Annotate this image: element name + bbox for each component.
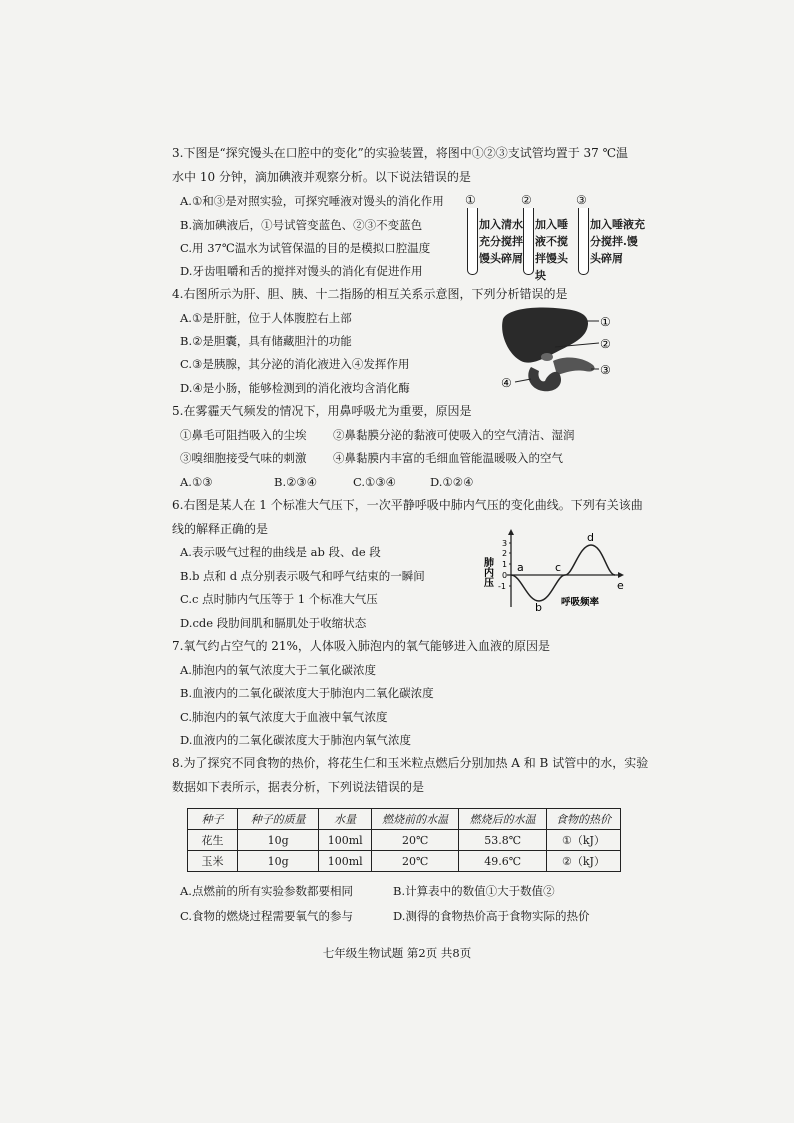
q4-option-a: A.①是肝脏，位于人体腹腔右上部 bbox=[180, 311, 352, 325]
x-axis-label: 呼吸频率 bbox=[561, 597, 600, 608]
point-b: b bbox=[535, 601, 542, 614]
q5-option-c: C.①③④ bbox=[353, 475, 396, 489]
tick-3: 3 bbox=[502, 539, 508, 548]
tick-0: 0 bbox=[502, 571, 508, 580]
q5-statement-2: ②鼻黏膜分泌的黏液可使吸入的空气清洁、湿润 bbox=[333, 428, 575, 442]
q5-statement-3: ③嗅细胞接受气味的刺激 bbox=[180, 451, 307, 465]
q7-option-c: C.肺泡内的氧气浓度大于血液中氧气浓度 bbox=[180, 710, 388, 724]
tube-1-label: 加入清水充分搅拌馒头碎屑 bbox=[479, 218, 523, 265]
q7-stem: 7.氧气约占空气的 21%，人体吸入肺泡内的氧气能够进入血液的原因是 bbox=[172, 639, 550, 653]
label-1: ① bbox=[600, 315, 611, 329]
table-row bbox=[188, 830, 621, 851]
q3-option-d: D.牙齿咀嚼和舌的搅拌对馒头的消化有促进作用 bbox=[180, 264, 423, 278]
q8-option-c: C.食物的燃烧过程需要氧气的参与 bbox=[180, 909, 354, 923]
label-2: ② bbox=[600, 337, 611, 351]
table-cell: 53.8℃ bbox=[459, 830, 547, 851]
q8-option-a: A.点燃前的所有实验参数都要相同 bbox=[180, 884, 353, 898]
pressure-curve bbox=[511, 545, 615, 601]
q5-option-d: D.①②④ bbox=[430, 475, 474, 489]
q4-option-d: D.④是小肠，能够检测到的消化液均含消化酶 bbox=[180, 381, 410, 395]
q6-option-b: B.b 点和 d 点分别表示吸气和呼气结束的一瞬间 bbox=[180, 569, 425, 583]
label-4: ④ bbox=[501, 376, 512, 390]
point-a: a bbox=[517, 561, 524, 574]
q8-option-b: B.计算表中的数值①大于数值② bbox=[393, 884, 555, 898]
tube-2-number: ② bbox=[521, 193, 532, 207]
table-cell: ①（kJ） bbox=[547, 830, 621, 851]
table-header-row bbox=[188, 809, 621, 830]
tick-neg1: -1 bbox=[498, 582, 506, 591]
liver-pancreas-diagram bbox=[495, 303, 615, 398]
q6-stem-line2: 线的解释正确的是 bbox=[172, 522, 269, 536]
tube-3-number: ③ bbox=[576, 193, 587, 207]
table-header: 种子 bbox=[188, 809, 238, 830]
q7-option-d: D.血液内的二氧化碳浓度大于肺泡内氧气浓度 bbox=[180, 733, 411, 747]
q5-option-a: A.①③ bbox=[180, 475, 213, 489]
point-c: c bbox=[555, 561, 562, 574]
q3-stem-line1: 3.下图是“探究馒头在口腔中的变化”的实验装置，将图中①②③支试管均置于 37 ℃温 bbox=[172, 146, 629, 160]
table-header: 燃烧后的水温 bbox=[459, 809, 547, 830]
q3-option-b: B.滴加碘液后，①号试管变蓝色、②③不变蓝色 bbox=[180, 218, 423, 232]
q3-stem-line2: 水中 10 分钟，滴加碘液并观察分析。以下说法错误的是 bbox=[172, 170, 471, 184]
q7-option-a: A.肺泡内的氧气浓度大于二氧化碳浓度 bbox=[180, 663, 376, 677]
test-tube-1-icon bbox=[467, 208, 478, 275]
gallbladder-shape bbox=[541, 353, 553, 361]
tube-2-label: 加入唾液不搅拌馒头块 bbox=[535, 218, 568, 282]
tick-1: 1 bbox=[502, 560, 508, 569]
table-header: 燃烧前的水温 bbox=[371, 809, 458, 830]
y-axis-label: 肺内压 bbox=[481, 557, 493, 587]
q6-option-c: C.c 点时肺内气压等于 1 个标准大气压 bbox=[180, 592, 378, 606]
test-tube-3-icon bbox=[578, 208, 589, 275]
q5-statement-1: ①鼻毛可阻挡吸入的尘埃 bbox=[180, 428, 307, 442]
q7-option-b: B.血液内的二氧化碳浓度大于肺泡内二氧化碳浓度 bbox=[180, 686, 434, 700]
q4-option-c: C.③是胰腺，其分泌的消化液进入④发挥作用 bbox=[180, 357, 410, 371]
table-header: 水量 bbox=[319, 809, 372, 830]
table-header: 食物的热价 bbox=[547, 809, 621, 830]
lung-pressure-graph bbox=[481, 527, 627, 614]
table-header: 种子的质量 bbox=[237, 809, 318, 830]
pancreas-shape bbox=[553, 358, 595, 375]
q5-option-b: B.②③④ bbox=[274, 475, 318, 489]
table-cell: 10g bbox=[237, 851, 318, 872]
q8-stem-line2: 数据如下表所示，据表分析，下列说法错误的是 bbox=[172, 780, 425, 794]
q4-option-b: B.②是胆囊，具有储藏胆汁的功能 bbox=[180, 334, 352, 348]
table-row bbox=[188, 851, 621, 872]
q8-stem-line1: 8.为了探究不同食物的热价，将花生仁和玉米粒点燃后分别加热 A 和 B 试管中的水，实验 bbox=[172, 756, 649, 770]
table-cell: 玉米 bbox=[188, 851, 238, 872]
q4-stem: 4.右图所示为肝、胆、胰、十二指肠的相互关系示意图，下列分析错误的是 bbox=[172, 287, 568, 301]
table-cell: 20℃ bbox=[371, 830, 458, 851]
q6-option-d: D.cde 段肋间肌和膈肌处于收缩状态 bbox=[180, 616, 367, 630]
test-tube-diagram bbox=[465, 193, 645, 282]
point-d: d bbox=[587, 531, 594, 544]
q8-option-d: D.测得的食物热价高于食物实际的热价 bbox=[393, 909, 590, 923]
tube-1-number: ① bbox=[465, 193, 476, 207]
tick-2: 2 bbox=[502, 549, 508, 558]
q3-option-a: A.①和③是对照实验，可探究唾液对馒头的消化作用 bbox=[180, 194, 444, 208]
table-cell: 20℃ bbox=[371, 851, 458, 872]
table-cell: 10g bbox=[237, 830, 318, 851]
table-cell: 49.6℃ bbox=[459, 851, 547, 872]
table-cell: 花生 bbox=[188, 830, 238, 851]
q5-stem: 5.在雾霾天气频发的情况下，用鼻呼吸尤为重要，原因是 bbox=[172, 404, 472, 418]
point-e: e bbox=[617, 579, 624, 592]
page-footer: 七年级生物试题 第2页 共8页 bbox=[322, 946, 472, 960]
q6-option-a: A.表示吸气过程的曲线是 ab 段、de 段 bbox=[180, 545, 381, 559]
tube-3-label: 加入唾液充分搅拌.馒头碎屑 bbox=[590, 218, 645, 265]
label-3: ③ bbox=[600, 363, 611, 377]
experiment-data-table bbox=[187, 808, 621, 872]
q5-statement-4: ④鼻黏膜内丰富的毛细血管能温暖吸入的空气 bbox=[333, 451, 563, 465]
test-tube-2-icon bbox=[523, 208, 534, 275]
table-cell: 100ml bbox=[319, 851, 372, 872]
table-cell: 100ml bbox=[319, 830, 372, 851]
q3-option-c: C.用 37℃温水为试管保温的目的是模拟口腔温度 bbox=[180, 241, 431, 255]
table-cell: ②（kJ） bbox=[547, 851, 621, 872]
q6-stem-line1: 6.右图是某人在 1 个标准大气压下，一次平静呼吸中肺内气压的变化曲线。下列有关该曲 bbox=[172, 498, 643, 512]
